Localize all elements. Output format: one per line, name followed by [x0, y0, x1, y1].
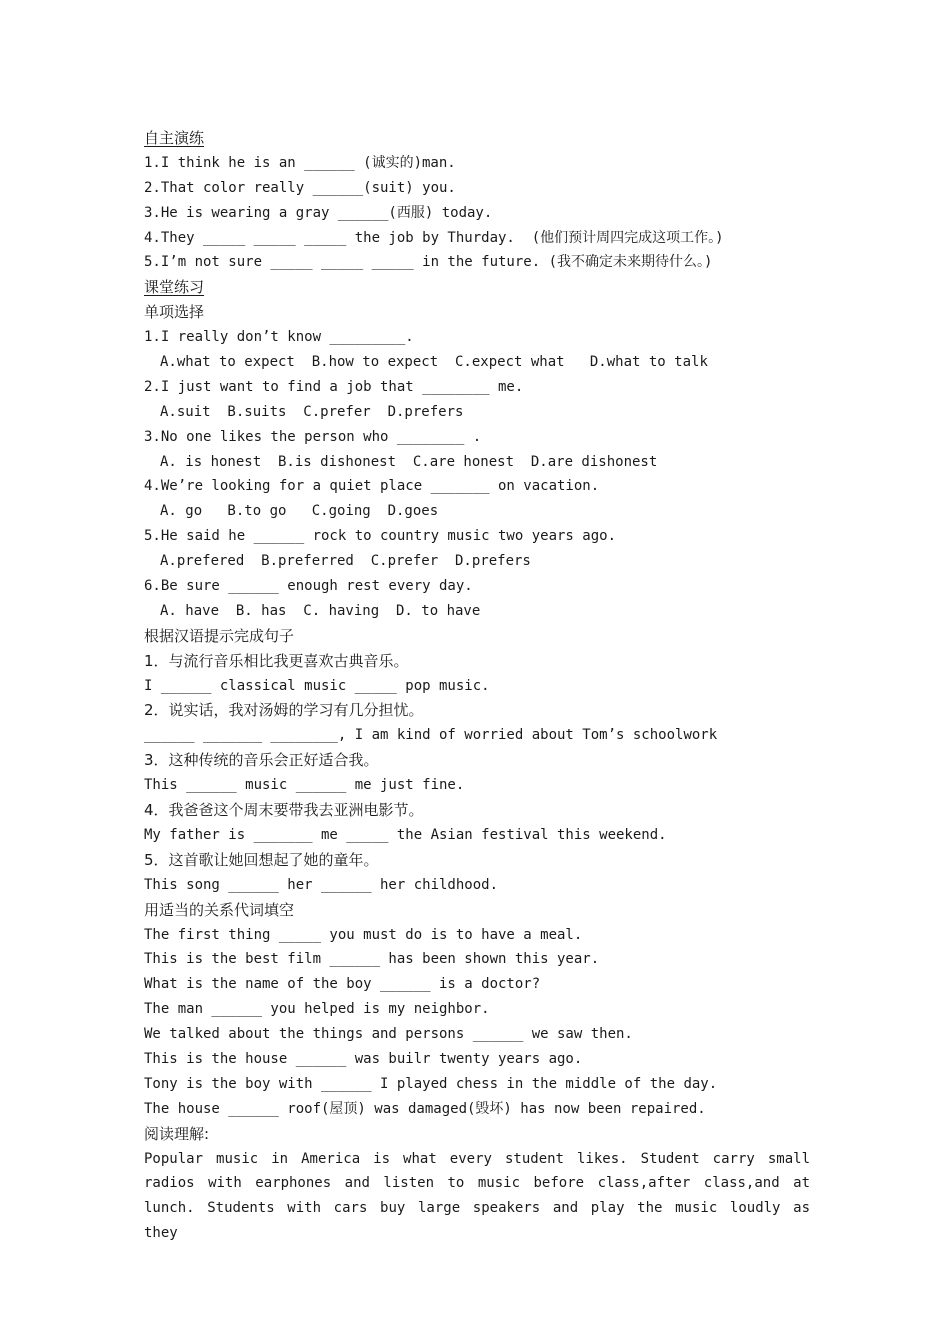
class-practice-heading: 课堂练习	[144, 278, 205, 297]
self-practice-item: 5.I’m not sure _____ _____ _____ in the future. (我不确定未来期待什么。)	[144, 254, 713, 271]
worksheet-content	[144, 126, 810, 1242]
choice-question: 5.He said he ______ rock to country music two years ago.	[144, 528, 617, 545]
reading-passage-line: lunch. Students with cars buy large speakers and play the music loudly as they	[144, 1200, 810, 1242]
choice-options: A.suit B.suits C.prefer D.prefers	[160, 403, 464, 420]
single-choice-heading: 单项选择	[144, 303, 205, 322]
translation-sentence-en: This ______ music ______ me just fine.	[144, 777, 465, 794]
relative-pronoun-item: The house ______ roof(屋顶) was damaged(毁坏) has now been repaired.	[144, 1100, 706, 1117]
choice-options: A. go B.to go C.going D.goes	[160, 503, 439, 520]
self-practice-item: 2.That color really ______(suit) you.	[144, 179, 456, 196]
self-practice-item: 3.He is wearing a gray ______(西服) today.	[144, 204, 493, 221]
relative-pronoun-item: Tony is the boy with ______ I played chess in the middle of the day.	[144, 1075, 718, 1092]
self-practice-item: 1.I think he is an ______ (诚实的)man.	[144, 154, 456, 171]
relative-pronoun-item: This is the best film ______ has been shown this year.	[144, 951, 600, 968]
choice-question: 6.Be sure ______ enough rest every day.	[144, 578, 473, 595]
choice-question: 2.I just want to find a job that ________ me.	[144, 378, 524, 395]
translation-prompt-cn: 3．这种传统的音乐会正好适合我。	[144, 751, 379, 770]
reading-passage-line: Popular music in America is what every student likes. Student carry small	[144, 1150, 810, 1167]
reading-passage-line: radios with earphones and listen to music before class,after class,and at	[144, 1175, 810, 1192]
translation-heading: 根据汉语提示完成句子	[144, 626, 295, 645]
relative-pronoun-item: The first thing _____ you must do is to have a meal.	[144, 926, 583, 943]
relative-pronoun-item: This is the house ______ was builr twenty years ago.	[144, 1050, 583, 1067]
translation-sentence-en: I ______ classical music _____ pop music.	[144, 677, 490, 694]
translation-sentence-en: My father is _______ me _____ the Asian festival this weekend.	[144, 826, 667, 843]
translation-sentence-en: This song ______ her ______ her childhood.	[144, 876, 499, 893]
reading-heading: 阅读理解:	[144, 1124, 210, 1143]
translation-sentence-en: ______ _______ ________, I am kind of worried about Tom’s schoolwork	[144, 727, 718, 744]
translation-prompt-cn: 4．我爸爸这个周末要带我去亚洲电影节。	[144, 801, 424, 820]
self-practice-heading: 自主演练	[144, 129, 205, 147]
relative-pronoun-item: The man ______ you helped is my neighbor.	[144, 1001, 490, 1018]
self-practice-item: 4.They _____ _____ _____ the job by Thurday. (他们预计周四完成这项工作。)	[144, 229, 724, 246]
relative-pronoun-heading: 用适当的关系代词填空	[144, 900, 295, 919]
choice-options: A.what to expect B.how to expect C.expect what D.what to talk	[160, 354, 708, 371]
choice-options: A.prefered B.preferred C.prefer D.prefers	[160, 553, 531, 570]
choice-question: 4.We’re looking for a quiet place _______ on vacation.	[144, 478, 600, 495]
translation-prompt-cn: 2．说实话，我对汤姆的学习有几分担忧。	[144, 701, 424, 720]
choice-question: 1.I really don’t know _________.	[144, 329, 414, 346]
translation-prompt-cn: 5．这首歌让她回想起了她的童年。	[144, 850, 379, 869]
choice-question: 3.No one likes the person who ________ .	[144, 428, 482, 445]
translation-prompt-cn: 1．与流行音乐相比我更喜欢古典音乐。	[144, 651, 409, 670]
choice-options: A. have B. has C. having D. to have	[160, 602, 481, 619]
relative-pronoun-item: We talked about the things and persons ______ we saw then.	[144, 1026, 633, 1043]
relative-pronoun-item: What is the name of the boy ______ is a doctor?	[144, 976, 541, 993]
choice-options: A. is honest B.is dishonest C.are honest D.are dishonest	[160, 453, 658, 470]
